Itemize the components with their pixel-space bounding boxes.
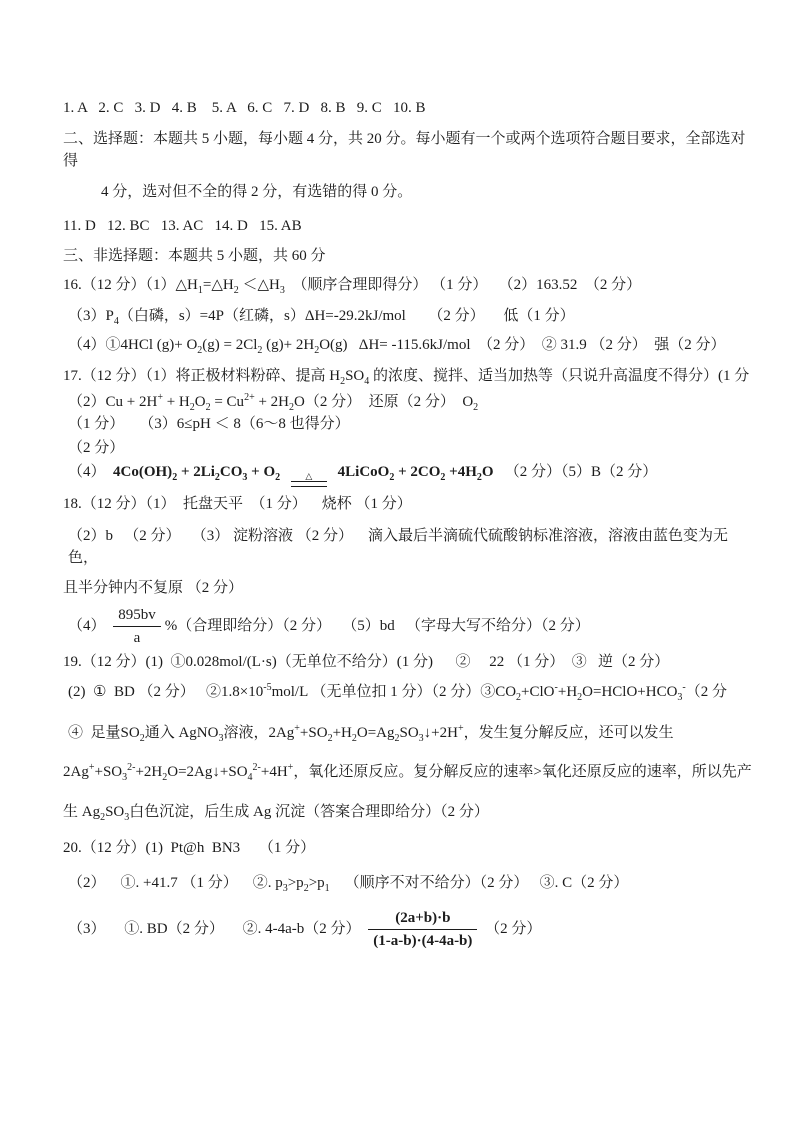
- text-run: 16.（12 分）$(1)\triangle H_1=\triangle H_2$ $<\triangle H_3$ （顺序合理即得分） （1 分） （2）163.52 （2 分）: [63, 277, 642, 296]
- q17-part1: [63, 365, 753, 387]
- q16-part1: [63, 274, 753, 296]
- text-run: 17.（12 分）（1）将正极材料粉碎、提高 $H_2SO_4$ 的浓度、搅拌、适当加热等（只说升高温度不得分）(1 分: [63, 368, 750, 387]
- text-run: $4Co(OH)_2 + 2Li_2CO_3 + O_2$: [113, 464, 281, 483]
- text-run: 19.（12 分）(1) ①0.028mol/(L·s)（无单位不给分）(1 分) ② 22 （1 分） ③ 逆（2 分）: [63, 654, 670, 670]
- triangle-heat-icon: △: [305, 471, 313, 481]
- fraction-numerator: (2a+b)·b: [368, 908, 477, 930]
- text-run: （4）①4HCl $(g)+ O_2(g) = 2Cl_2$ $(g)+ 2H_2O(g)$ ΔH= -115.6kJ/mol （2 分） ② 31.9 （2 分） 强（2 分）: [68, 337, 726, 356]
- q20-part3: [63, 908, 753, 951]
- text-run: 且半分钟内不复原 （2 分）: [63, 580, 244, 596]
- q17-part4-5: [63, 461, 753, 487]
- text-run: 4 分，选对但不全的得 2 分，有选错的得 0 分。: [101, 184, 413, 200]
- text-run: （2 分）: [481, 920, 542, 937]
- double-bond-equals: [291, 481, 327, 487]
- text-run: 11. D 12. BC 13. AC 14. D 15. AB: [63, 218, 302, 234]
- text-run: %（合理即给分）（2 分） （5）bd （字母大写不给分）（2 分）: [164, 617, 590, 634]
- text-run: 二、选择题：本题共 5 小题，每小题 4 分，共 20 分。每小题有一个或两个选项符合题目要求，全部选对得: [63, 131, 746, 169]
- q19-part2-4: [63, 722, 753, 744]
- text-run: 1. A 2. C 3. D 4. B 5. A 6. C 7. D 8. B 9. C 10. B: [63, 100, 426, 116]
- q16-part3: [63, 305, 753, 327]
- text-run: ④ 足量$SO_2$通入 AgNO$_3$溶液，$2Ag^++SO_2+H_2O=Ag_2SO_3↓+2H^+$，发生复分解反应，还可以发生: [68, 723, 674, 744]
- q19-part2-4-cont1: [63, 761, 753, 783]
- q18-part2-3: [63, 525, 753, 569]
- fraction-numerator: 895bv: [113, 605, 161, 627]
- text-run: （2 分）: [68, 440, 125, 456]
- q20-part2: [63, 872, 753, 894]
- text-run: （2）b （2 分） （3） 淀粉溶液 （2 分） 滴入最后半滴硫代硫酸钠标准溶液，溶液由蓝色变为无色，: [68, 528, 729, 566]
- answers-11-15: [63, 215, 753, 237]
- fraction: [113, 605, 161, 648]
- text-run: （2） ①. +41.7 （1 分） ②. $p_3>p_2>p_1$ （顺序不对不给分）（2 分） ③. C（2 分）: [68, 875, 629, 894]
- text-run: (2) ① BD （2 分） $②1.8\times 10^{-5}mol/L$ （无单位扣 1 分）（2 分）$③CO_2+ClO^-+H_2O=HClO+HCO_3^-(2$ 分: [68, 682, 728, 703]
- section-2-heading: [63, 128, 753, 172]
- q18-part1: [63, 493, 753, 515]
- text-run: （2 分）（5）B（2 分）: [493, 464, 658, 480]
- fraction-denominator: (1-a-b)·(4-4a-b): [373, 933, 473, 949]
- document-body: [63, 97, 753, 951]
- q18-part4-5: [63, 605, 753, 648]
- heated-equals-symbol: [291, 471, 327, 487]
- q20-part1: [63, 837, 753, 859]
- text-run: （4）: [68, 617, 110, 634]
- text-run: 4LiCoO$_2$ + $2CO_2 +4H_2O$: [333, 464, 494, 483]
- text-run: $(2)Cu + 2H^+ + H_2O_2 = Cu^{2+} + 2H_2O(2$ 分） 还原（2 分） $O_2(1$ 分） （3）6≤pH ＜ 8（6～8 也得分）: [68, 392, 479, 432]
- text-run: $2Ag^++SO_3^{2-}+2H_2O=2Ag↓+SO_4^{2-}+4H^+$，氧化还原反应。复分解反应的速率>氧化还原反应的速率，所以先产: [63, 762, 752, 783]
- text-run: 20.（12 分）(1) Pt@h BN3 （1 分）: [63, 840, 316, 856]
- section-2-heading-cont: [63, 181, 753, 203]
- text-run: 18.（12 分）（1） 托盘天平 （1 分） 烧杯 （1 分）: [63, 496, 412, 512]
- q18-part3-cont: [63, 577, 753, 599]
- text-run: 三、非选择题：本题共 5 小题，共 60 分: [63, 248, 326, 264]
- q19-part2-4-cont2: [63, 801, 753, 823]
- q19-part1: [63, 651, 753, 673]
- q16-part4: [63, 334, 753, 356]
- q17-part2-3: [63, 391, 753, 435]
- text-run: （4）: [68, 464, 114, 480]
- text-run: $(3)P_4$（白磷，s）=4P（红磷，s）ΔH=-29.2kJ/mol （2 分） 低（1 分）: [68, 308, 575, 327]
- text-run: 生 $Ag_2SO_3$白色沉淀，后生成 Ag 沉淀（答案合理即给分）（2 分）: [63, 804, 489, 823]
- q17-part3-score: [63, 437, 753, 459]
- answers-1-10: [63, 97, 753, 119]
- section-3-heading: [63, 245, 753, 267]
- fraction: [368, 908, 477, 951]
- q19-part2: [63, 681, 753, 703]
- fraction-denominator: a: [133, 630, 141, 646]
- text-run: （3） ①. BD（2 分） ②. 4-4a-b（2 分）: [68, 920, 365, 937]
